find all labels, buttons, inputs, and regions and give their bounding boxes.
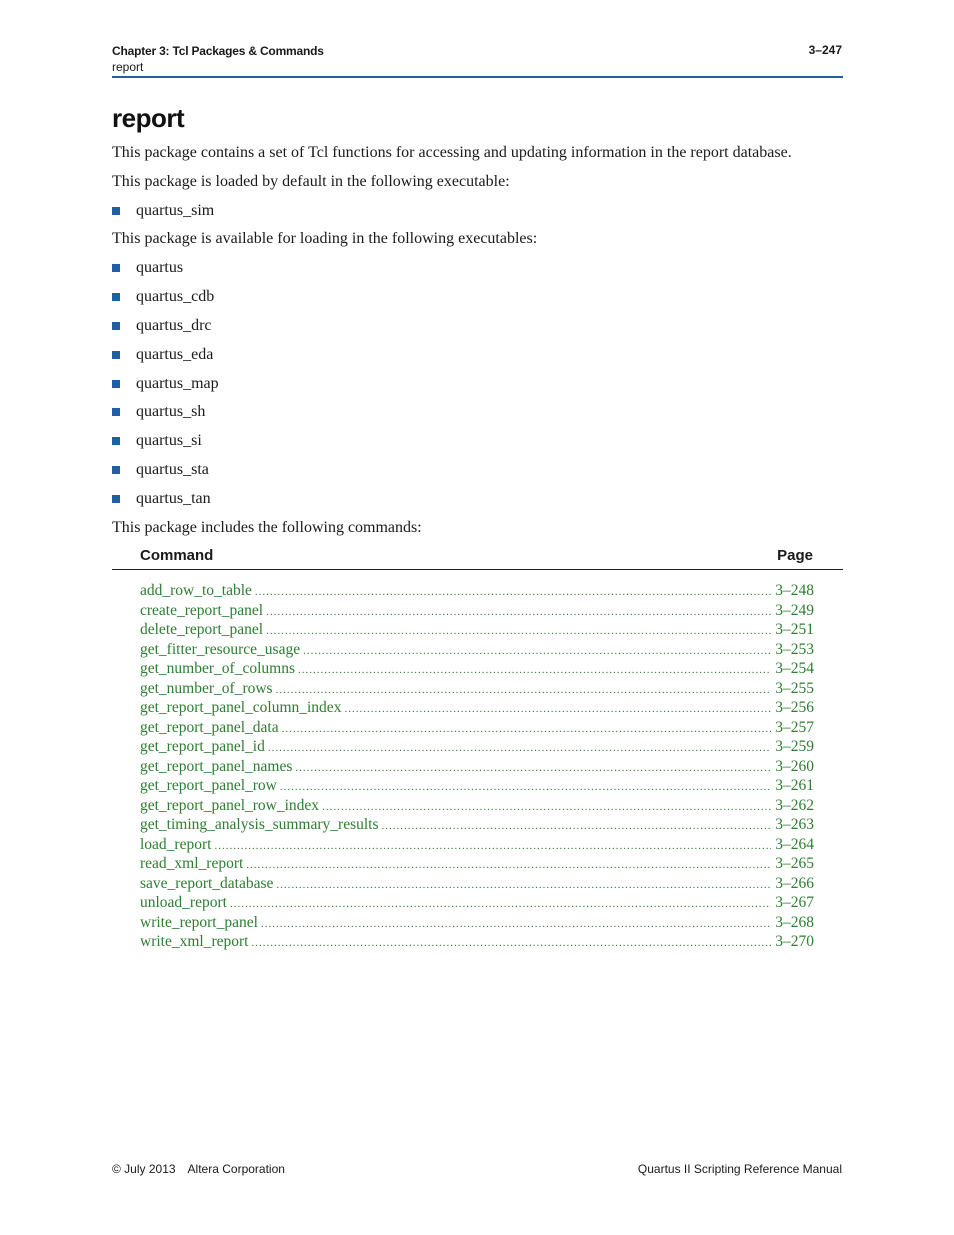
chapter-title: Chapter 3: Tcl Packages & Commands	[112, 44, 324, 58]
command-link[interactable]: get_report_panel_column_index ..... 3–256	[140, 699, 814, 719]
bullet-square-icon	[112, 351, 120, 359]
bullet-square-icon	[112, 207, 120, 215]
bullet-square-icon	[112, 495, 120, 503]
bullet-square-icon	[112, 437, 120, 445]
table-header-rule	[112, 569, 843, 570]
bullet-square-icon	[112, 293, 120, 301]
header-rule	[112, 76, 843, 78]
command-link[interactable]: get_number_of_columns ..... 3–254	[140, 660, 814, 680]
command-link[interactable]: save_report_database ..... 3–266	[140, 875, 814, 895]
command-link[interactable]: add_row_to_table ..... 3–248	[140, 582, 814, 602]
command-link[interactable]: write_xml_report ..... 3–270	[140, 933, 814, 953]
command-link[interactable]: get_fitter_resource_usage ..... 3–253	[140, 641, 814, 661]
commands-intro: This package includes the following commands:	[112, 519, 422, 536]
intro-paragraph: This package contains a set of Tcl functions for accessing and updating information in the report database.	[112, 144, 792, 161]
bullet-square-icon	[112, 466, 120, 474]
footer-date: © July 2013	[112, 1162, 176, 1176]
command-link[interactable]: get_number_of_rows ..... 3–255	[140, 680, 814, 700]
command-link[interactable]: get_report_panel_names ..... 3–260	[140, 758, 814, 778]
column-header-page: Page	[777, 547, 813, 564]
command-link[interactable]: delete_report_panel ..... 3–251	[140, 621, 814, 641]
column-header-command: Command	[140, 547, 214, 564]
command-link[interactable]: get_report_panel_id ..... 3–259	[140, 738, 814, 758]
loaded-default-intro: This package is loaded by default in the following executable:	[112, 173, 510, 190]
command-link[interactable]: create_report_panel ..... 3–249	[140, 602, 814, 622]
command-link[interactable]: read_xml_report ..... 3–265	[140, 855, 814, 875]
page-number: 3–247	[808, 43, 842, 57]
bullet-square-icon	[112, 380, 120, 388]
footer-manual-title: Quartus II Scripting Reference Manual	[637, 1162, 842, 1176]
bullet-square-icon	[112, 322, 120, 330]
command-link[interactable]: load_report ..... 3–264	[140, 836, 814, 856]
command-table	[140, 582, 814, 953]
available-intro: This package is available for loading in the following executables:	[112, 230, 538, 247]
section-name: report	[112, 60, 144, 74]
command-link[interactable]: get_report_panel_row_index ..... 3–262	[140, 797, 814, 817]
command-link[interactable]: get_report_panel_row ..... 3–261	[140, 777, 814, 797]
bullet-square-icon	[112, 264, 120, 272]
command-link[interactable]: unload_report ..... 3–267	[140, 894, 814, 914]
page-title: report	[112, 103, 185, 133]
running-header	[112, 43, 324, 75]
command-link[interactable]: get_timing_analysis_summary_results ..... 3–263	[140, 816, 814, 836]
bullet-square-icon	[112, 408, 120, 416]
footer-left	[112, 1162, 285, 1176]
command-link[interactable]: get_report_panel_data ..... 3–257	[140, 719, 814, 739]
footer-company: Altera Corporation	[187, 1162, 285, 1176]
command-link[interactable]: write_report_panel ..... 3–268	[140, 914, 814, 934]
